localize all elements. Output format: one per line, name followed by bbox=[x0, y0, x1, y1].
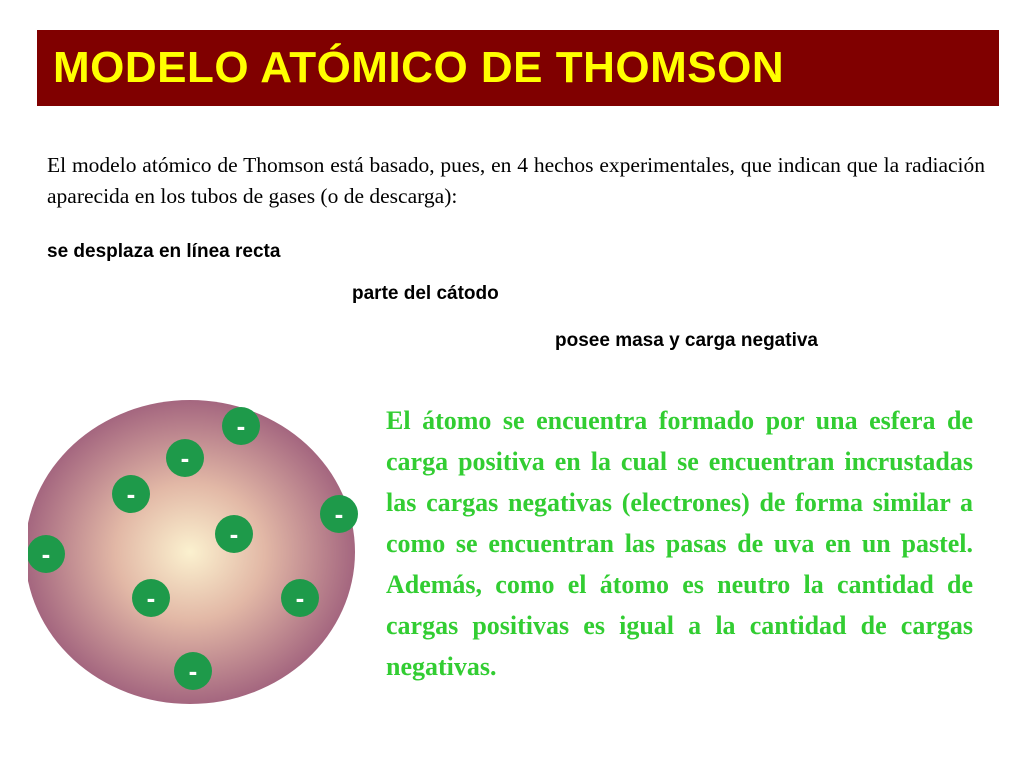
electron bbox=[112, 475, 150, 513]
electron bbox=[281, 579, 319, 617]
svg-text:-: - bbox=[188, 656, 198, 686]
electron bbox=[215, 515, 253, 553]
fact-item-3: posee masa y carga negativa bbox=[555, 330, 818, 351]
thomson-atom-illustration bbox=[28, 398, 368, 708]
electron bbox=[174, 652, 212, 690]
svg-text:-: - bbox=[126, 479, 136, 509]
electron bbox=[320, 495, 358, 533]
fact-item-2: parte del cátodo bbox=[352, 283, 499, 304]
svg-text:-: - bbox=[334, 499, 344, 529]
electron bbox=[132, 579, 170, 617]
svg-text:-: - bbox=[229, 519, 239, 549]
electron bbox=[222, 407, 260, 445]
intro-paragraph: El modelo atómico de Thomson está basado, pues, en 4 hechos experimentales, que indican que la radiación aparecida en los tubos de gases (o de descarga): bbox=[47, 153, 985, 208]
svg-text:-: - bbox=[180, 443, 190, 473]
svg-text:-: - bbox=[41, 539, 51, 569]
electron bbox=[28, 535, 65, 573]
svg-text:-: - bbox=[146, 583, 156, 613]
fact-item-1: se desplaza en línea recta bbox=[47, 241, 281, 262]
electron bbox=[166, 439, 204, 477]
svg-text:-: - bbox=[295, 583, 305, 613]
page-title: MODELO ATÓMICO DE THOMSON bbox=[53, 43, 785, 92]
model-description: El átomo se encuentra formado por una esfera de carga positiva en la cual se encuentran incrustadas las cargas negativas (electrones) de forma similar a como se encuentran las pasas de uva en un pastel. Además, como el átomo es neutro la cantidad de cargas positivas es igual a la cantidad de cargas negativas. bbox=[386, 406, 973, 681]
title-banner bbox=[37, 30, 999, 106]
svg-text:-: - bbox=[236, 411, 246, 441]
